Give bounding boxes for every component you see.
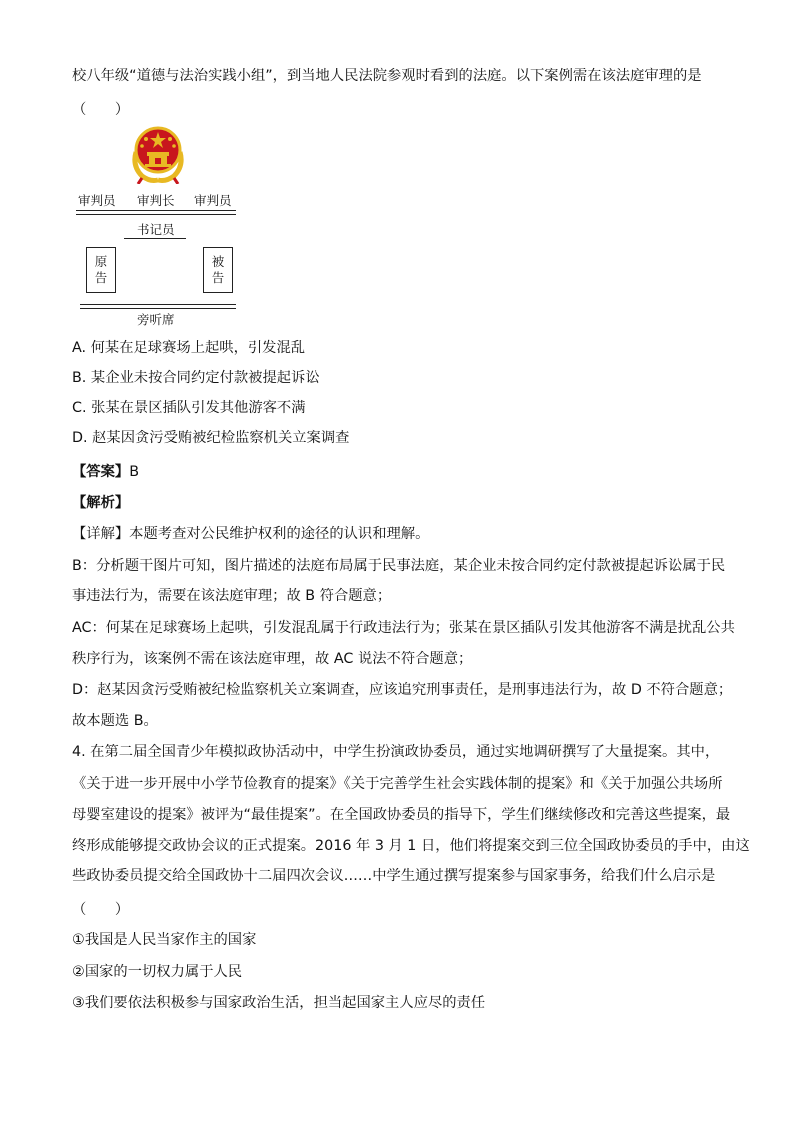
q4-stem-line: 母婴室建设的提案》被评为“最佳提案”。在全国政协委员的指导下，学生们继续修改和完善这些提案，最 bbox=[72, 807, 731, 823]
explanation-line: 秩序行为，该案例不需在该法庭审理，故 AC 说法不符合题意； bbox=[72, 651, 473, 667]
q4-stem-line: 4. 在第二届全国青少年模拟政协活动中，中学生扮演政协委员，通过实地调研撰写了大量提案。其中， bbox=[72, 744, 720, 760]
option-a: A. 何某在足球赛场上起哄，引发混乱 bbox=[72, 340, 306, 356]
gallery-label: 旁听席 bbox=[137, 312, 175, 327]
plaintiff-box bbox=[86, 247, 116, 293]
defendant-label-2: 告 bbox=[211, 270, 225, 285]
plaintiff-label-1: 原 bbox=[94, 254, 108, 269]
judges-bench-line-top bbox=[76, 210, 236, 211]
q3-answer-paren: （ ） bbox=[72, 102, 130, 118]
q4-item-2: ②国家的一切权力属于人民 bbox=[72, 964, 243, 980]
explanation-line: 故本题选 B。 bbox=[72, 713, 158, 729]
analysis-label: 【解析】 bbox=[72, 495, 130, 511]
explanation-line: AC：何某在足球赛场上起哄，引发混乱属于行政违法行为；张某在景区插队引发其他游客不满是扰乱公共 bbox=[72, 620, 735, 636]
defendant-box bbox=[203, 247, 233, 293]
option-b: B. 某企业未按合同约定付款被提起诉讼 bbox=[72, 370, 320, 386]
option-c: C. 张某在景区插队引发其他游客不满 bbox=[72, 400, 306, 416]
gallery-line-bottom bbox=[80, 308, 236, 309]
explanation-line: 【详解】本题考查对公民维护权利的途径的认识和理解。 bbox=[72, 526, 430, 542]
q4-item-3: ③我们要依法积极参与国家政治生活，担当起国家主人应尽的责任 bbox=[72, 995, 486, 1011]
clerk-label: 书记员 bbox=[137, 222, 175, 237]
plaintiff-label-2: 告 bbox=[94, 270, 108, 285]
national-emblem-icon bbox=[128, 122, 188, 184]
judge-left-label: 审判员 bbox=[78, 193, 116, 208]
q4-stem-line: 些政协委员提交给全国政协十二届四次会议……中学生通过撰写提案参与国家事务，给我们什么启示是 bbox=[72, 868, 716, 884]
explanation-line: 事违法行为，需要在该法庭审理；故 B 符合题意； bbox=[72, 588, 392, 604]
q4-item-1: ①我国是人民当家作主的国家 bbox=[72, 932, 257, 948]
explanation-line: B：分析题干图片可知，图片描述的法庭布局属于民事法庭，某企业未按合同约定付款被提起诉讼属于民 bbox=[72, 558, 726, 574]
q4-stem-line: 终形成能够提交政协会议的正式提案。2016 年 3 月 1 日，他们将提案交到三位全国政协委员的手中，由这 bbox=[72, 838, 750, 854]
answer-line bbox=[72, 462, 732, 482]
q4-answer-paren: （ ） bbox=[72, 902, 130, 918]
judge-right-label: 审判员 bbox=[194, 193, 232, 208]
clerk-desk-line bbox=[124, 238, 186, 239]
explanation-line: D：赵某因贪污受贿被纪检监察机关立案调查，应该追究刑事责任，是刑事违法行为，故 D 不符合题意； bbox=[72, 682, 733, 698]
chief-judge-label: 审判长 bbox=[137, 193, 175, 208]
defendant-label-1: 被 bbox=[211, 254, 225, 269]
q3-stem-line: 校八年级“道德与法治实践小组”，到当地人民法院参观时看到的法庭。以下案例需在该法庭审理的是 bbox=[72, 68, 702, 84]
answer-label: 【答案】 bbox=[72, 464, 130, 480]
gallery-line-top bbox=[80, 304, 236, 305]
courtroom-diagram bbox=[76, 122, 240, 327]
option-d: D. 赵某因贪污受贿被纪检监察机关立案调查 bbox=[72, 430, 350, 446]
answer-value: B bbox=[129, 464, 139, 480]
q4-stem-line: 《关于进一步开展中小学节俭教育的提案》《关于完善学生社会实践体制的提案》和《关于加强公共场所 bbox=[72, 776, 723, 792]
judges-bench-line-bottom bbox=[76, 214, 236, 215]
